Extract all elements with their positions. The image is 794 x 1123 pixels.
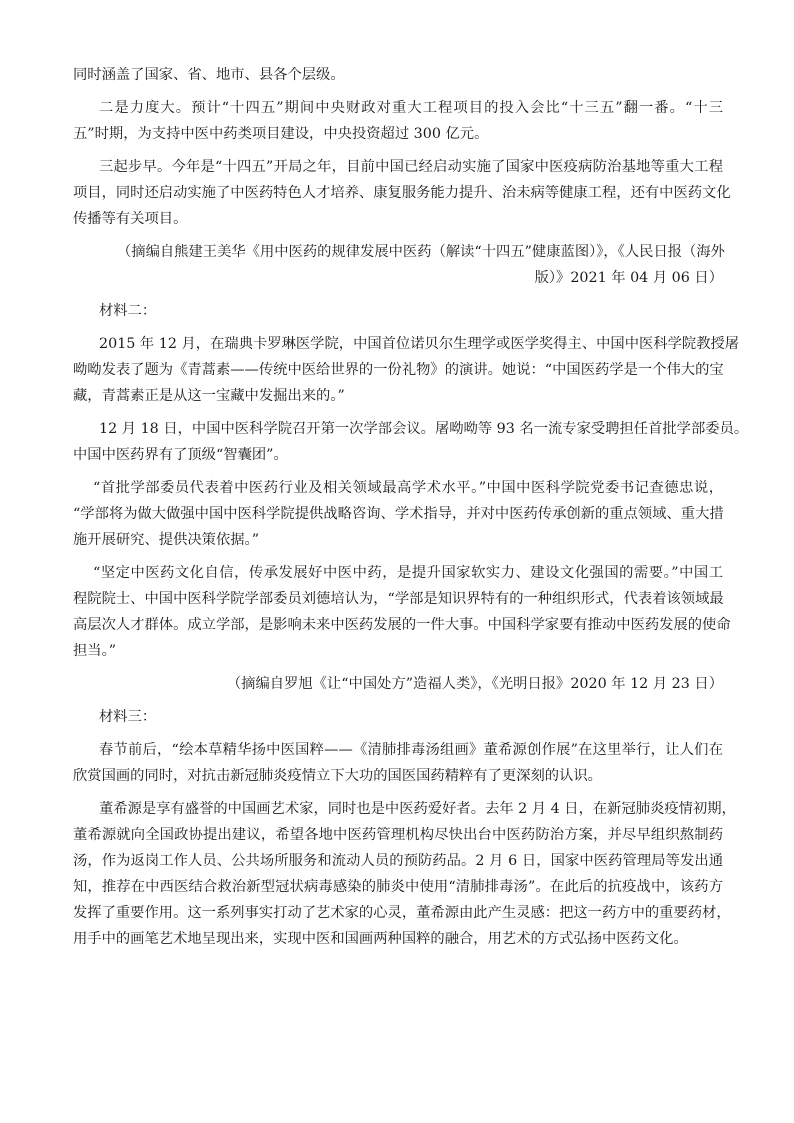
- text-line: 呦呦发表了题为《青蒿素——传统中医给世界的一份礼物》的演讲。她说：“中国医药学是一个伟大的宝: [73, 362, 724, 378]
- text-line: 项目，同时还启动实施了中医药特色人才培养、康复服务能力提升、治未病等健康工程，还有中医药文化: [73, 185, 731, 201]
- text-line: 欣赏国画的同时，对抗击新冠肺炎疫情立下大功的国医国药精粹有了更深刻的认识。: [73, 768, 602, 784]
- text-line: 二是力度大。预计“十四五”期间中央财政对重大工程项目的投入会比“十三五”翻一番。“十三: [99, 100, 723, 116]
- text-line: 五”时期，为支持中医中药类项目建设，中央投资超过 300 亿元。: [73, 126, 489, 142]
- text-line: 用手中的画笔艺术地呈现出来，实现中医和国画两种国粹的融合，用艺术的方式弘扬中医药文化。: [73, 931, 688, 947]
- text-line: 高层次人才群体。成立学部，是影响未来中医药发展的一件大事。中国科学家要有推动中医药发展的使命: [73, 617, 731, 633]
- text-line: “坚定中医药文化自信，传承发展好中医中药，是提升国家软实力、建设文化强国的需要。”中国工: [93, 565, 723, 581]
- text-line: 同时涵盖了国家、省、地市、县各个层级。: [73, 67, 345, 83]
- text-line: 中国中医药界有了顶级“智囊团”。: [73, 447, 288, 463]
- text-line: 董希源是享有盛誉的中国画艺术家，同时也是中医药爱好者。去年 2 月 4 日，在新冠肺炎疫情初期，: [99, 801, 736, 817]
- text-line: 12 月 18 日，中国中医科学院召开第一次学部会议。屠呦呦等 93 名一流专家受聘担任首批学部委员。: [99, 421, 749, 437]
- text-line: 传播等有关项目。: [73, 211, 188, 227]
- text-line: 知，推荐在中西医结合救治新型冠状病毒感染的肺炎中使用“清肺排毒汤”。在此后的抗疫战中，该药方: [73, 879, 723, 895]
- text-line: （摘编自熊建王美华《用中医药的规律发展中医药（解读“十四五”健康蓝图）》，《人民日报（海外: [117, 244, 725, 260]
- text-line: 版）》2021 年 04 月 06 日）: [534, 270, 723, 286]
- text-line: 董希源就向全国政协提出建议，希望各地中医药管理机构尽快出台中医药防治方案，并尽早组织熬制药: [73, 827, 723, 843]
- text-line: 三起步早。今年是“十四五”开局之年，目前中国已经启动实施了国家中医疫病防治基地等重大工程: [99, 159, 723, 175]
- text-line: 2015 年 12 月，在瑞典卡罗琳医学院，中国首位诺贝尔生理学或医学奖得主、中国中医科学院教授屠: [99, 336, 740, 352]
- text-line: 汤，作为返岗工作人员、公共场所服务和流动人员的预防药品。2 月 6 日，国家中医药管理局等发出通: [73, 853, 723, 869]
- document-body: [73, 62, 749, 952]
- text-line: （摘编自罗旭《让“中国处方”造福人类》，《光明日报》2020 年 12 月 23 日）: [226, 676, 723, 692]
- text-line: 藏，青蒿素正是从这一宝藏中发掘出来的。”: [73, 388, 345, 404]
- text-line: 程院院士、中国中医科学院学部委员刘德培认为，“学部是知识界特有的一种组织形式，代表着该领域最: [73, 591, 724, 607]
- text-line: “首批学部委员代表着中医药行业及相关领域最高学术水平。”中国中医科学院党委书记查德忠说，: [93, 480, 723, 496]
- text-line: 材料三：: [99, 709, 157, 725]
- text-line: “学部将为做大做强中国中医科学院提供战略咨询、学术指导，并对中医药传承创新的重点领域、重大措: [73, 506, 724, 522]
- text-line: 担当。”: [73, 643, 117, 659]
- text-line: 春节前后，“绘本草精华扬中医国粹——《清肺排毒汤组画》董希源创作展”在这里举行，让人们在: [99, 742, 723, 758]
- text-line: 施开展研究、提供决策依据。”: [73, 532, 260, 548]
- text-line: 材料二：: [99, 303, 157, 319]
- text-line: 发挥了重要作用。这一系列事实打动了艺术家的心灵，董希源由此产生灵感：把这一药方中的重要药材，: [73, 905, 731, 921]
